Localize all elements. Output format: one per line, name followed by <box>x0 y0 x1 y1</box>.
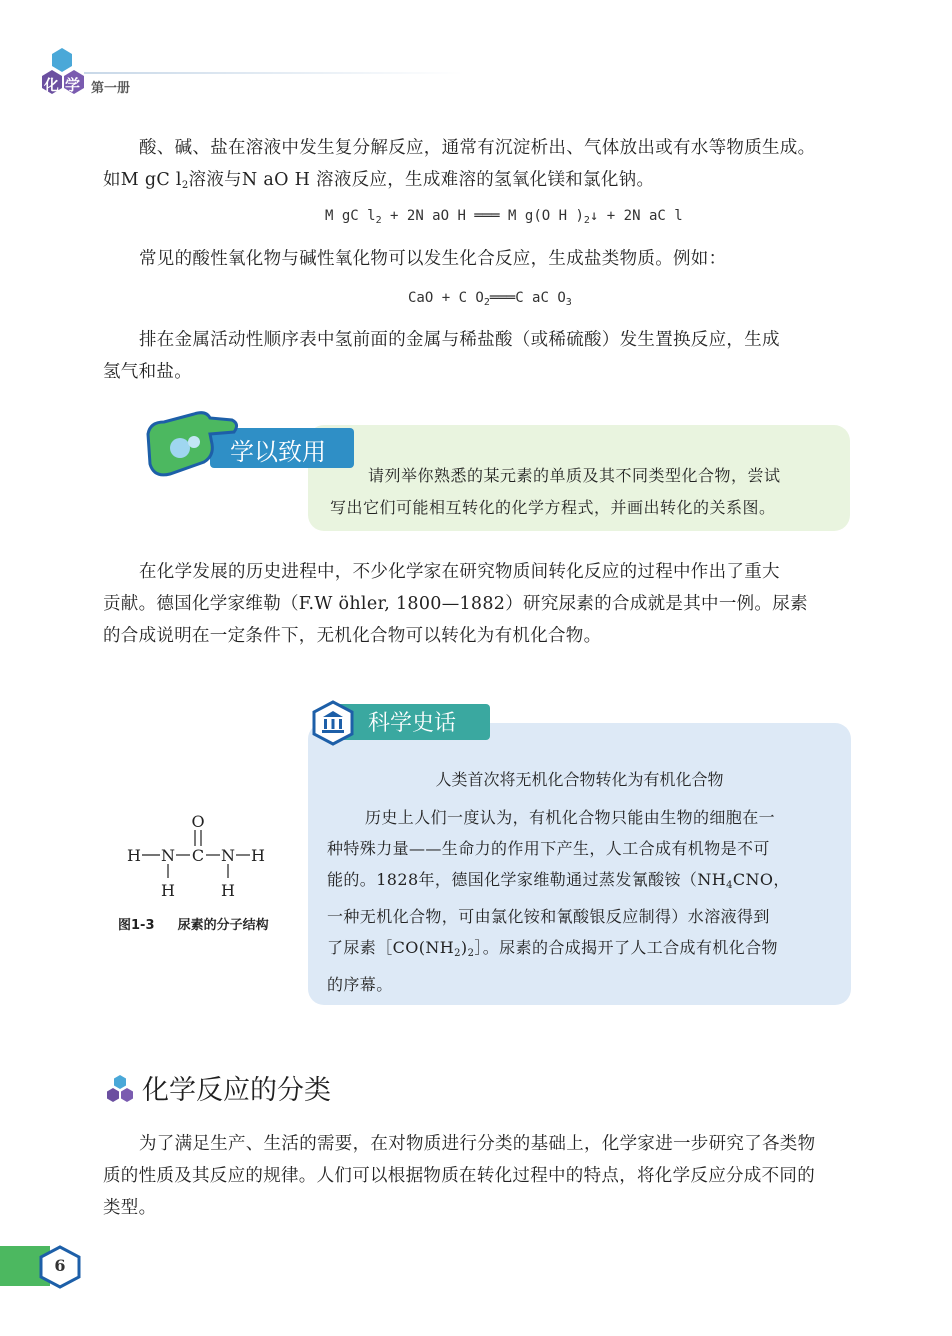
atom-h2: H <box>251 846 265 865</box>
paragraph-line: 如M gC $l_2$溶液与N aO H 溶液反应，生成难溶的氢氧化镁和氯化钠。 <box>103 170 655 191</box>
page-number: 6 <box>54 1256 66 1275</box>
figure-caption-number: 图1-3 <box>118 918 155 933</box>
history-title: 科学史话 <box>368 711 457 736</box>
history-line: 种特殊力量——生命力的作用下产生，人工合成有机物是不可 <box>327 839 770 858</box>
pointing-hand-icon <box>140 404 240 482</box>
equation-mgcl2-naoh: M gC $l_2 + 2N$ aO H ═══ M g(O H )$_2↓ + 2N$ aC l <box>325 208 683 226</box>
atom-h3: H <box>161 881 175 900</box>
paragraph-line: 排在金属活动性顺序表中氢前面的金属与稀盐酸（或稀硫酸）发生置换反应，生成 <box>139 330 780 350</box>
header <box>0 40 470 110</box>
paragraph-line: 类型。 <box>103 1198 157 1218</box>
paragraph-displacement <box>103 324 853 388</box>
urea-structure-diagram <box>122 808 282 904</box>
history-heading: 人类首次将无机化合物转化为有机化合物 <box>435 770 724 789</box>
paragraph-line: 的合成说明在一定条件下，无机化合物可以转化为有机化合物。 <box>103 626 602 646</box>
section-title: 化学反应的分类 <box>142 1075 331 1106</box>
figure-caption <box>118 914 269 933</box>
history-line: 一种无机化合物，可由氯化铵和氰酸银反应制得）水溶液得到 <box>327 907 770 926</box>
history-line: 了尿素$[CO(NH_2)_2]$。尿素的合成揭开了人工合成有机化合物 <box>327 938 778 959</box>
practice-text <box>330 460 781 524</box>
header-logo-text: 化学 <box>44 76 87 94</box>
paragraph-line: 质的性质及其反应的规律。人们可以根据物质在转化过程中的特点，将化学反应分成不同的 <box>103 1166 815 1186</box>
practice-line: 请列举你熟悉的某元素的单质及其不同类型化合物，尝试 <box>368 466 781 485</box>
history-line: 历史上人们一度认为，有机化合物只能由生物的细胞在一 <box>365 808 776 827</box>
practice-title: 学以致用 <box>230 438 326 466</box>
header-book-label: 第一册 <box>91 81 131 96</box>
history-text <box>327 802 790 1000</box>
paragraph-double-decomposition <box>103 132 853 202</box>
atom-h4: H <box>221 881 235 900</box>
equation-cao-co2: CaO + C $O_2═══C$ aC $O_3$ <box>408 290 572 308</box>
paragraph-line: 为了满足生产、生活的需要，在对物质进行分类的基础上，化学家进一步研究了各类物 <box>139 1134 816 1154</box>
atom-o: O <box>191 812 205 831</box>
paragraph-line: 常见的酸性氧化物与碱性氧化物可以发生化合反应，生成盐类物质。例如： <box>139 249 727 269</box>
paragraph-line: 贡献。德国化学家维勒（F.W öhler, 1800—1882）研究尿素的合成就是其中一例。尿素 <box>103 594 808 614</box>
practice-line: 写出它们可能相互转化的化学方程式，并画出转化的关系图。 <box>330 498 776 517</box>
atom-n1: N <box>161 846 175 865</box>
paragraph-oxides <box>103 243 853 275</box>
paragraph-line: 氢气和盐。 <box>103 362 192 382</box>
history-line: 的序幕。 <box>327 975 393 994</box>
header-rule <box>84 72 464 74</box>
history-line: 能的。1828年，德国化学家维勒通过蒸发氰酸铵（$NH_4CNO$， <box>327 870 790 891</box>
atom-n2: N <box>221 846 235 865</box>
paragraph-line: 酸、碱、盐在溶液中发生复分解反应，通常有沉淀析出、气体放出或有水等物质生成。 <box>139 138 816 158</box>
museum-icon <box>310 700 356 746</box>
paragraph-line: 在化学发展的历史进程中，不少化学家在研究物质间转化反应的过程中作出了重大 <box>139 562 780 582</box>
paragraph-history-intro <box>103 556 853 652</box>
paragraph-classification <box>103 1128 853 1224</box>
atom-c: C <box>191 846 205 865</box>
figure-caption-text: 尿素的分子结构 <box>177 918 269 933</box>
atom-h1: H <box>127 846 141 865</box>
section-hexagon-icon <box>102 1074 138 1106</box>
